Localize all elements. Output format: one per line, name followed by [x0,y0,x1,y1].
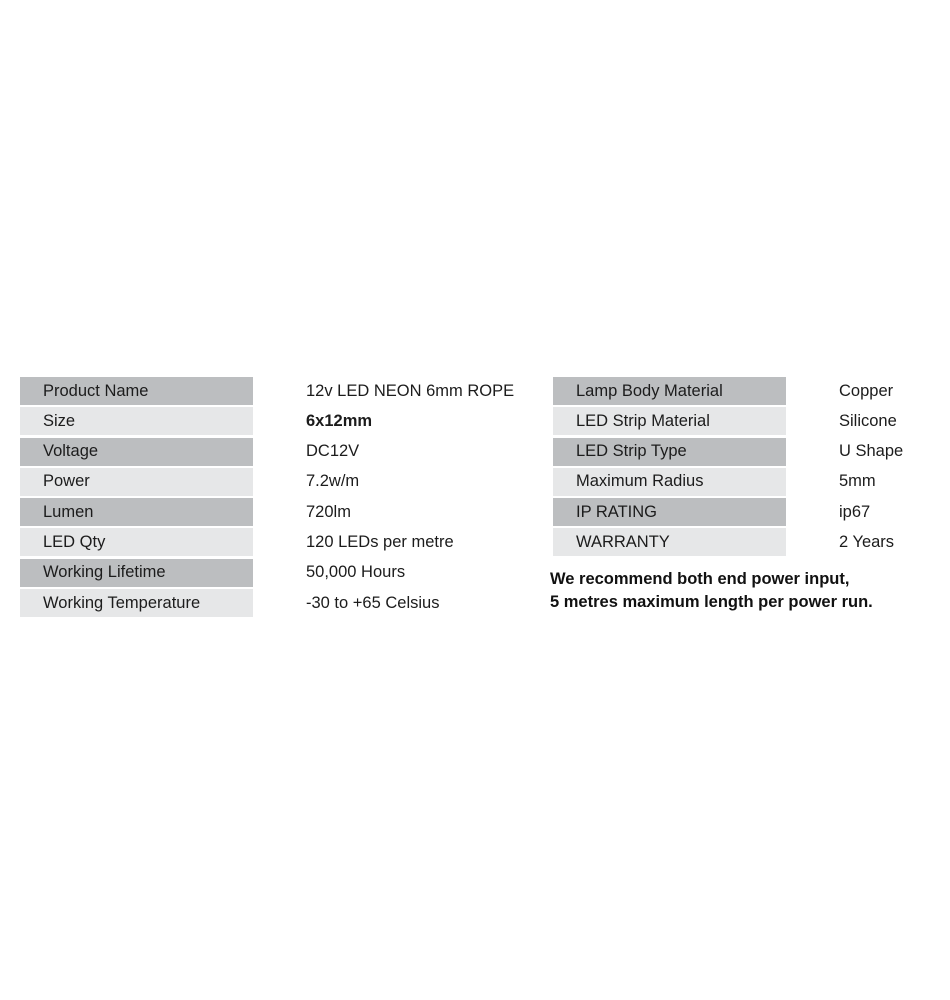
spec-row-size [20,407,540,435]
note-line-1: We recommend both end power input, [550,570,850,588]
spec-row-led-qty [20,528,540,556]
spec-label: LED Qty [20,528,253,556]
spec-row-warranty [553,528,933,556]
spec-value: 12v LED NEON 6mm ROPE [306,381,515,400]
spec-label: LED Strip Material [553,407,786,435]
spec-row-led-strip-material [553,407,933,435]
spec-label: Lamp Body Material [553,377,786,405]
spec-row-led-strip-type [553,438,933,466]
spec-value: 120 LEDs per metre [306,532,454,551]
spec-label: Voltage [20,438,253,466]
spec-value: Copper [839,381,894,400]
spec-value: Silicone [839,411,897,430]
spec-label: Power [20,468,253,496]
note-line-2: 5 metres maximum length per power run. [550,593,873,611]
spec-label: IP RATING [553,498,786,526]
spec-label: Size [20,407,253,435]
spec-row-maximum-radius [553,468,933,496]
spec-table-left [20,377,540,619]
spec-value: 5mm [839,472,876,491]
spec-row-voltage [20,438,540,466]
spec-value: 2 Years [839,532,895,551]
spec-value: DC12V [306,442,360,461]
spec-value: -30 to +65 Celsius [306,593,440,612]
spec-row-lumen [20,498,540,526]
spec-label: Product Name [20,377,253,405]
spec-row-product-name [20,377,540,405]
spec-label: WARRANTY [553,528,786,556]
spec-row-power [20,468,540,496]
spec-value: ip67 [839,502,871,521]
spec-row-working-temperature [20,589,540,617]
power-recommendation-note [550,568,940,614]
spec-label: LED Strip Type [553,438,786,466]
spec-table-right [553,377,933,559]
spec-value: U Shape [839,442,904,461]
spec-label: Working Temperature [20,589,253,617]
spec-value: 7.2w/m [306,472,360,491]
spec-row-ip-rating [553,498,933,526]
spec-label: Maximum Radius [553,468,786,496]
spec-label: Working Lifetime [20,559,253,587]
spec-label: Lumen [20,498,253,526]
spec-value: 720lm [306,502,351,521]
spec-value: 50,000 Hours [306,563,406,582]
spec-row-working-lifetime [20,559,540,587]
spec-value: 6x12mm [306,411,373,430]
spec-row-lamp-body-material [553,377,933,405]
